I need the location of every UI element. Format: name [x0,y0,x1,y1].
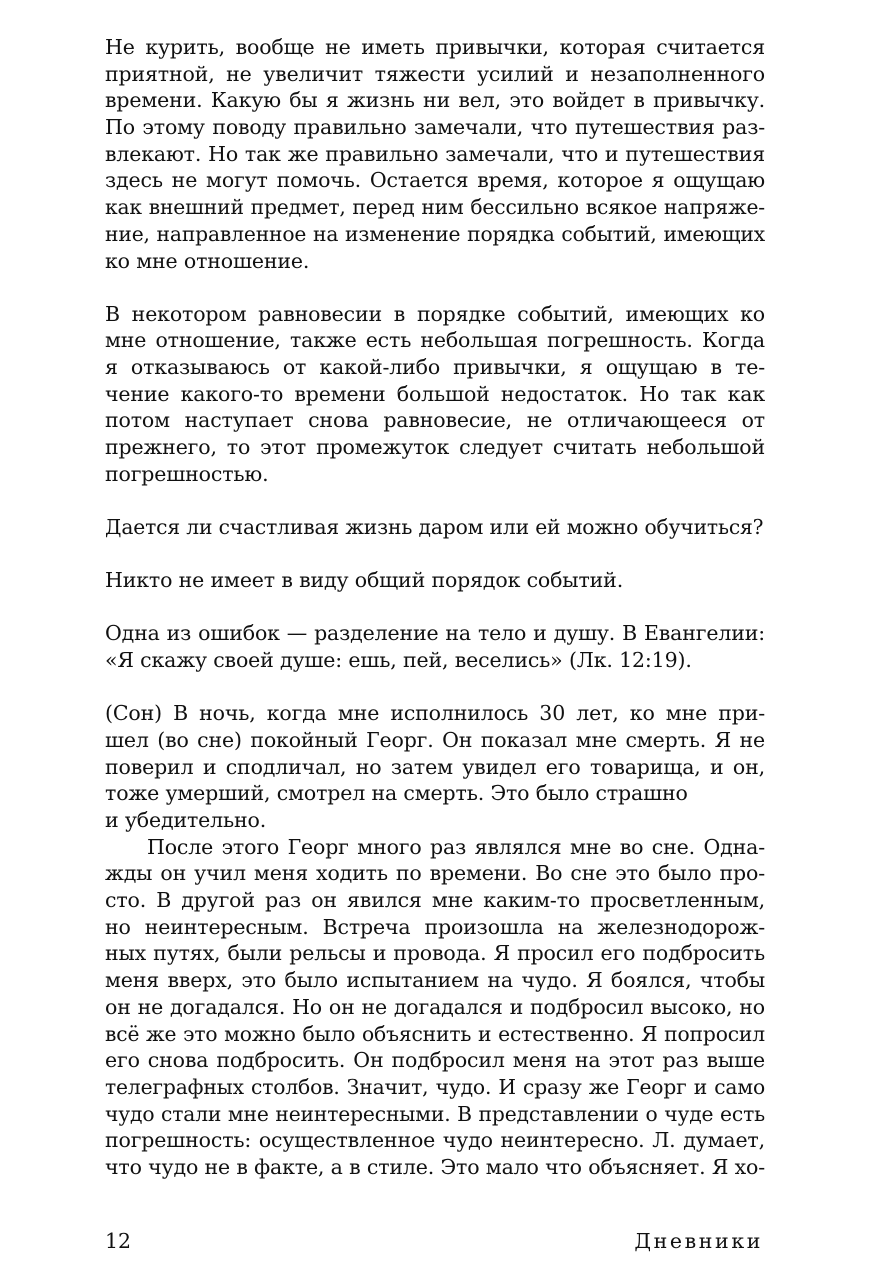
text-line: «Я скажу своей душе: ешь, пей, веселись» (Лк. 12:19). [105,648,692,673]
paragraph-3 [105,514,765,541]
text-line: Одна из ошибок — разделение на тело и душу. В Евангелии: [105,621,765,646]
text-line: ных путях, были рельсы и провода. Я просил его подбросить [105,941,765,966]
text-line: здесь не могут помочь. Остается время, которое я ощущаю [105,168,765,193]
running-title: Дневники [634,1229,763,1253]
text-line: Не курить, вообще не иметь привычки, которая считается [105,35,765,59]
paragraph-gap [105,674,765,701]
paragraph-4 [105,567,765,594]
text-line: прежнего, то этот промежуток следует считать небольшой [105,435,765,460]
paragraph-gap [105,488,765,515]
text-line: После этого Георг много раз являлся мне во сне. Одна- [147,834,765,859]
text-line: поверил и сподличал, но затем увидел его товарища, и он, [105,754,765,779]
text-line: что чудо не в факте, а в стиле. Это мало что объясняет. Я хо- [105,1154,765,1179]
text-line: ко мне отношение. [105,248,310,273]
text-line: всё же это можно было объяснить и естественно. Я попросил [105,1021,765,1046]
text-line: сто. В другой раз он явился мне каким-то просветленным, [105,888,765,913]
text-line: Дается ли счастливая жизнь даром или ей можно обучиться? [105,515,764,539]
text-line: как внешний предмет, перед ним бессильно всякое напряже- [105,195,765,220]
paragraph-gap [105,274,765,301]
text-line: ние, направленное на изменение порядка событий, имеющих [105,221,765,246]
text-line: телеграфных столбов. Значит, чудо. И сразу же Георг и само [105,1074,765,1099]
paragraph-7 [105,834,765,1181]
text-line: его снова подбросить. Он подбросил меня на этот раз выше [105,1048,765,1073]
paragraph-gap [105,594,765,621]
text-line: (Сон) В ночь, когда мне исполнилось 30 лет, ко мне при- [105,701,765,726]
text-line: мне отношение, также есть небольшая погрешность. Когда [105,328,765,353]
text-line: потом наступает снова равновесие, не отличающееся от [105,408,765,433]
text-line: Никто не имеет в виду общий порядок событий. [105,568,624,593]
text-line: я отказываюсь от какой-либо привычки, я ощущаю в те- [105,355,765,380]
text-line: влекают. Но так же правильно замечали, что и путешествия [105,141,765,166]
page-number: 12 [105,1229,132,1253]
text-line: чение какого-то времени большой недостаток. Но так как [105,381,765,406]
page-footer [105,1228,763,1254]
text-line: шел (во сне) покойный Георг. Он показал мне смерть. Я не [105,727,765,752]
text-line: меня вверх, это было испытанием на чудо. Я боялся, чтобы [105,968,765,993]
text-line: погрешностью. [105,461,269,486]
paragraph-2 [105,301,765,488]
page-text-block [105,34,765,1181]
text-line: и убедительно. [105,808,267,832]
text-line: чудо стали мне неинтересными. В представлении о чуде есть [105,1101,765,1126]
text-line: По этому поводу правильно замечали, что путешествия раз- [105,115,765,140]
paragraph-gap [105,541,765,568]
text-line: но неинтересным. Встреча произошла на железнодорож- [105,914,765,939]
text-line: он не догадался. Но он не догадался и подбросил высоко, но [105,994,765,1019]
paragraph-5 [105,620,765,673]
text-line: жды он учил меня ходить по времени. Во сне это было про- [105,861,765,886]
text-line: тоже умерший, смотрел на смерть. Это было страшно [105,781,688,806]
paragraph-6 [105,700,765,833]
text-line: приятной, не увеличит тяжести усилий и незаполненного [105,61,765,86]
text-line: времени. Какую бы я жизнь ни вел, это войдет в привычку. [105,88,765,113]
paragraph-1 [105,34,765,274]
text-line: погрешность: осуществленное чудо неинтересно. Л. думает, [105,1128,765,1153]
text-line: В некотором равновесии в порядке событий, имеющих ко [105,301,765,326]
